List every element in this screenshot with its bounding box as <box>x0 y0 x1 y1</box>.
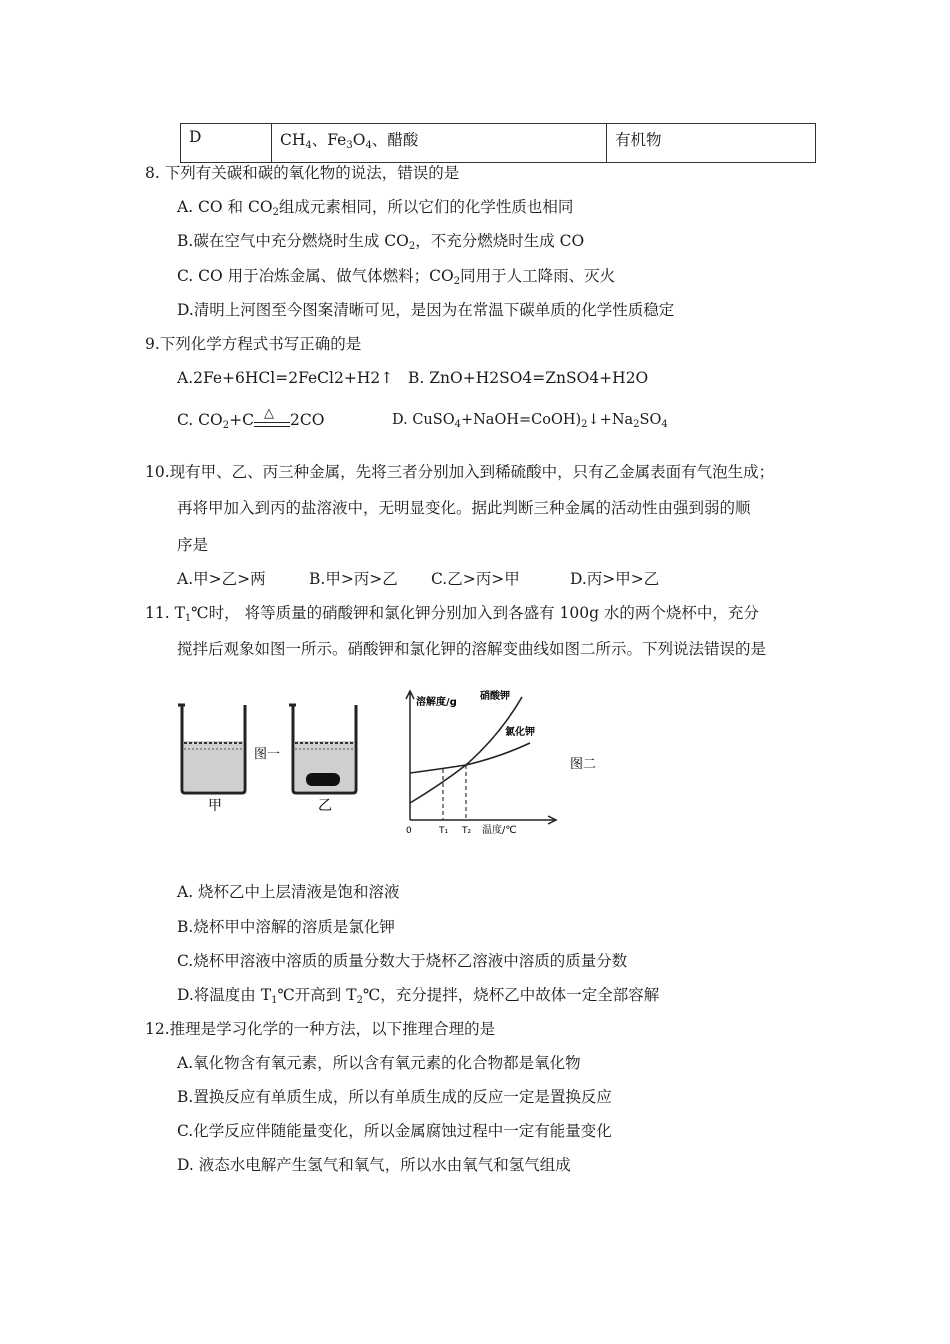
kno3-label: 硝酸钾 <box>480 691 510 702</box>
q10-option-d: D.丙>甲>乙 <box>570 570 660 588</box>
table-row <box>181 124 816 163</box>
q10-option-c: C.乙>丙>甲 <box>431 570 520 588</box>
option-table <box>180 123 816 163</box>
q9-option-b: B. ZnO+H2SO4=ZnSO4+H2O <box>408 369 649 387</box>
q8-option-a: A. CO 和 $CO_2$组成元素相同，所以它们的化学性质也相同 <box>177 198 574 218</box>
table-cell-formula: $CH_4$、$Fe_3O_4$、醋酸 <box>272 124 607 163</box>
q12-stem: 12.推理是学习化学的一种方法，以下推理合理的是 <box>145 1020 496 1038</box>
q11-stem-line1: 11. $T_1℃$时， 将等质量的硝酸钾和氯化钾分别加入到各盛有 100g 水的两个烧杯中，充分 <box>145 604 759 624</box>
beaker-jia-label: 甲 <box>208 798 222 814</box>
undissolved-solid <box>306 773 340 786</box>
origin-label: 0 <box>406 826 412 836</box>
q9-option-d: D. $CuSO_4+NaOH=CoOH)_2↓+Na_2SO_4$ <box>392 412 668 430</box>
q8-option-c: C. CO 用于冶炼金属、做气体燃料；$CO_2$同用于人工降雨、灭火 <box>177 267 616 287</box>
beaker-yi-label: 乙 <box>318 798 332 814</box>
q11-figure <box>170 685 620 845</box>
q10-stem-line1: 10.现有甲、乙、丙三种金属，先将三者分别加入到稀硫酸中，只有乙金属表面有气泡生成； <box>145 463 775 481</box>
q12-option-d: D. 液态水电解产生氢气和氧气，所以水由氧气和氢气组成 <box>177 1156 571 1174</box>
kcl-label: 氯化钾 <box>505 727 535 738</box>
q12-option-a: A.氧化物含有氧元素，所以含有氧元素的化合物都是氧化物 <box>177 1054 581 1072</box>
x-axis-label: 温度/℃ <box>482 825 517 836</box>
q9-stem: 9.下列化学方程式书写正确的是 <box>145 335 362 353</box>
q9-option-c: C. $CO_2+C$ △ 2CO <box>177 406 325 431</box>
t1-tick-label: T₁ <box>439 826 449 836</box>
beaker-yi <box>289 705 356 793</box>
figure-two-label: 图二 <box>570 757 597 772</box>
q10-option-b: B.甲>丙>乙 <box>309 570 398 588</box>
q12-option-c: C.化学反应伴随能量变化，所以金属腐蚀过程中一定有能量变化 <box>177 1122 612 1140</box>
heat-condition: △ <box>254 410 290 430</box>
q8-option-d: D.清明上河图至今图案清晰可见，是因为在常温下碳单质的化学性质稳定 <box>177 301 675 319</box>
solubility-chart <box>406 689 556 836</box>
figure-one-label: 图一 <box>254 747 281 762</box>
q11-stem-line2: 搅拌后观象如图一所示。硝酸钾和氯化钾的溶解变曲线如图二所示。下列说法错误的是 <box>177 640 767 658</box>
q8-stem: 8. 下列有关碳和碳的氧化物的说法，错误的是 <box>145 164 460 182</box>
kcl-curve <box>410 743 530 773</box>
q11-option-d: D.将温度由 $T_1℃$开高到 $T_2℃$，充分提拌，烧杯乙中故体一定全部容解 <box>177 986 660 1006</box>
q11-option-c: C.烧杯甲溶液中溶质的质量分数大于烧杯乙溶液中溶质的质量分数 <box>177 952 628 970</box>
y-axis-label: 溶解度/g <box>416 697 457 708</box>
table-cell-label: D <box>181 124 272 163</box>
table-cell-category: 有机物 <box>607 124 816 163</box>
q10-option-a: A.甲>乙>两 <box>177 570 266 588</box>
q10-stem-line2: 再将甲加入到丙的盐溶液中，无明显变化。据此判断三种金属的活动性由强到弱的顺 <box>177 499 751 517</box>
beaker-jia <box>178 705 245 793</box>
t2-tick-label: T₂ <box>462 826 472 836</box>
q11-option-a: A. 烧杯乙中上层清液是饱和溶液 <box>177 883 400 901</box>
q10-stem-line3: 序是 <box>177 536 209 554</box>
q8-option-b: B.碳在空气中充分燃烧时生成 $CO_2$，不充分燃烧时生成 CO <box>177 232 585 252</box>
q12-option-b: B.置换反应有单质生成，所以有单质生成的反应一定是置换反应 <box>177 1088 612 1106</box>
q9-option-a: A.2Fe+6HCl=2FeCl2+H2↑ <box>177 369 394 387</box>
q11-option-b: B.烧杯甲中溶解的溶质是氯化钾 <box>177 918 395 936</box>
